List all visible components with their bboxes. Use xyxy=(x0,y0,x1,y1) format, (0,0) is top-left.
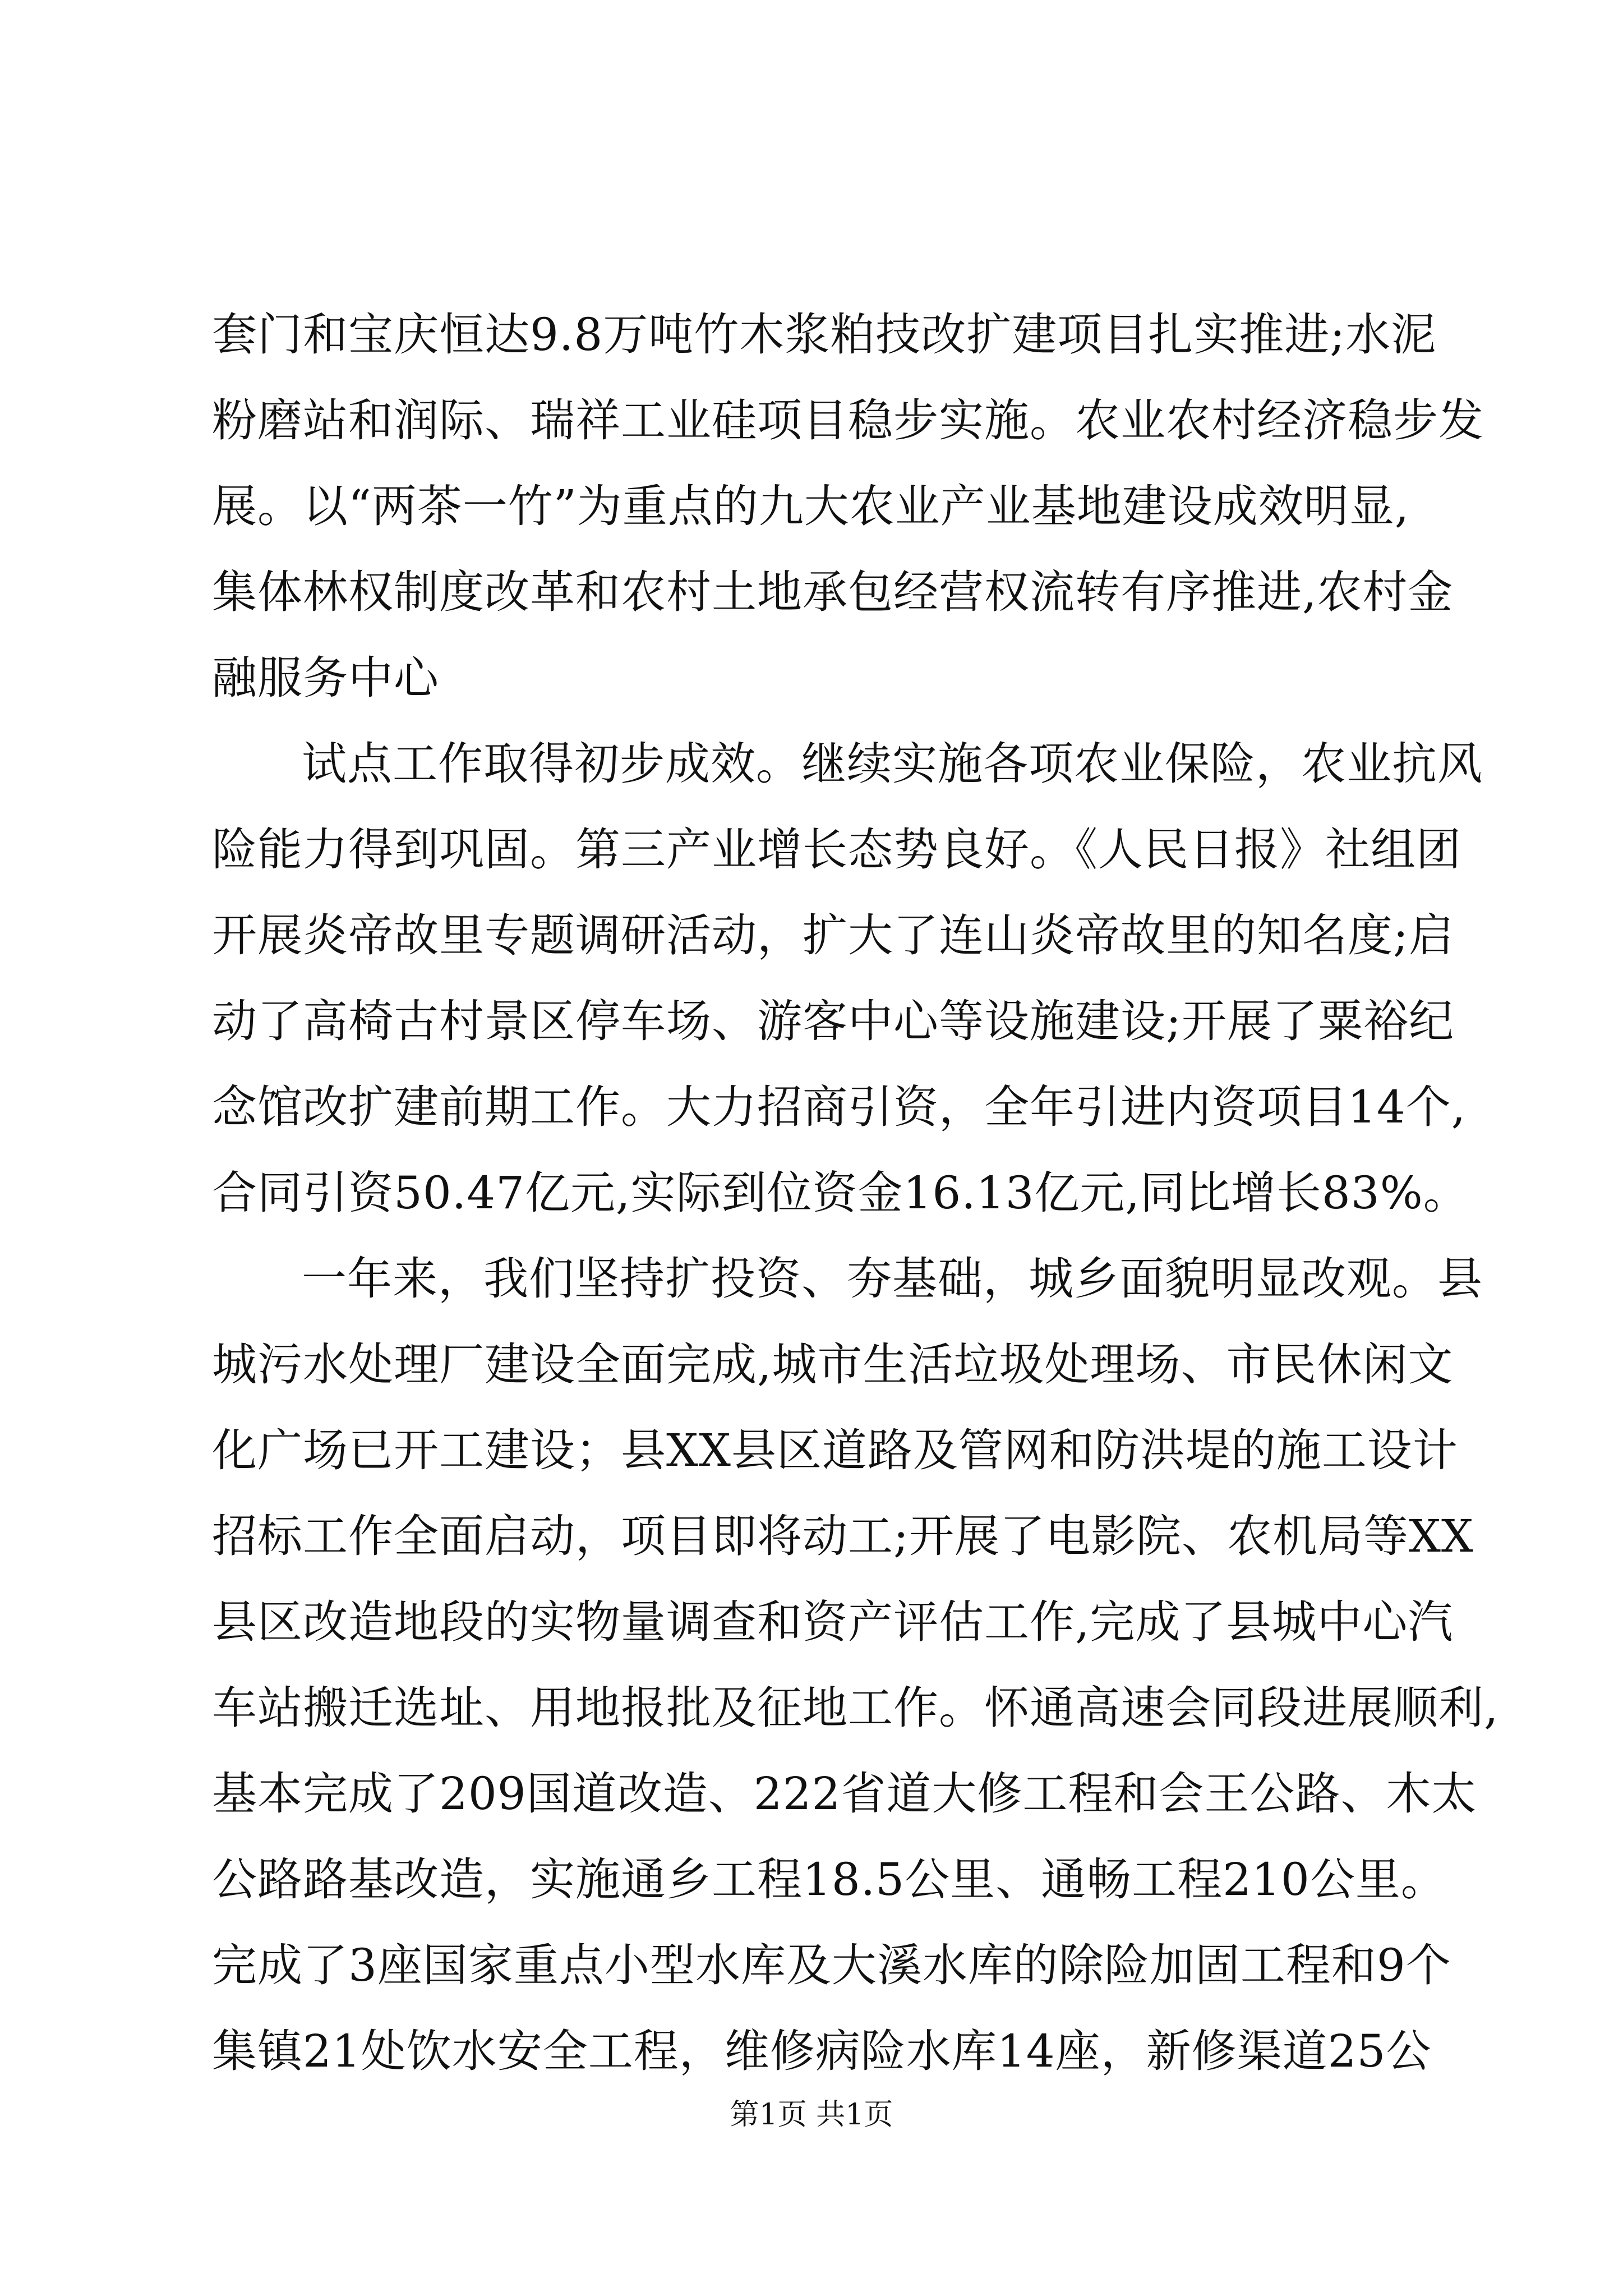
text-line: 车站搬迁选址、用地报批及征地工作。怀通高速会同段进展顺利, xyxy=(212,1682,1499,1734)
text-line: 集镇21处饮水安全工程，维修病险水库14座，新修渠道25公 xyxy=(212,2025,1432,2077)
text-line: 展。以“两茶一竹”为重点的九大农业产业基地建设成效明显, xyxy=(212,480,1410,532)
text-line: 试点工作取得初步成效。继续实施各项农业保险，农业抗风 xyxy=(302,738,1483,790)
page-footer xyxy=(0,2095,1623,2134)
text-line: 险能力得到巩固。第三产业增长态势良好。《人民日报》社组团 xyxy=(212,823,1461,876)
text-line: 招标工作全面启动，项目即将动工;开展了电影院、农机局等XX xyxy=(212,1510,1474,1562)
text-line: 融服务中心 xyxy=(212,652,439,704)
text-line: 化广场已开工建设；县XX县区道路及管网和防洪堤的施工设计 xyxy=(212,1424,1458,1476)
text-line: 一年来，我们坚持扩投资、夯基础，城乡面貌明显改观。县 xyxy=(302,1253,1483,1305)
paragraph-2 xyxy=(212,721,1483,1236)
document-body xyxy=(212,292,1499,2094)
text-line: 开展炎帝故里专题调研活动，扩大了连山炎帝故里的知名度;启 xyxy=(212,909,1454,961)
text-line: 基本完成了209国道改造、222省道大修工程和会王公路、木太 xyxy=(212,1768,1477,1820)
paragraph-3 xyxy=(212,1236,1499,2094)
text-line: 县区改造地段的实物量调查和资产评估工作,完成了县城中心汽 xyxy=(212,1596,1454,1648)
text-line: 粉磨站和润际、瑞祥工业硅项目稳步实施。农业农村经济稳步发 xyxy=(212,394,1484,447)
text-line: 动了高椅古村景区停车场、游客中心等设施建设;开展了粟裕纪 xyxy=(212,995,1454,1047)
text-line: 套门和宝庆恒达9.8万吨竹木浆粕技改扩建项目扎实推进;水泥 xyxy=(212,309,1437,361)
page-number-label: 第1页 共1页 xyxy=(730,2098,893,2132)
text-line: 公路路基改造，实施通乡工程18.5公里、通畅工程210公里。 xyxy=(212,1853,1446,1906)
paragraph-1 xyxy=(212,292,1484,721)
text-line: 念馆改扩建前期工作。大力招商引资，全年引进内资项目14个, xyxy=(212,1081,1467,1133)
text-line: 城污水处理厂建设全面完成,城市生活垃圾处理场、市民休闲文 xyxy=(212,1338,1454,1391)
text-line: 集体林权制度改革和农村土地承包经营权流转有序推进,农村金 xyxy=(212,566,1454,618)
text-line: 合同引资50.47亿元,实际到位资金16.13亿元,同比增长83%。 xyxy=(212,1167,1469,1219)
text-line: 完成了3座国家重点小型水库及大溪水库的除险加固工程和9个 xyxy=(212,1939,1451,1991)
